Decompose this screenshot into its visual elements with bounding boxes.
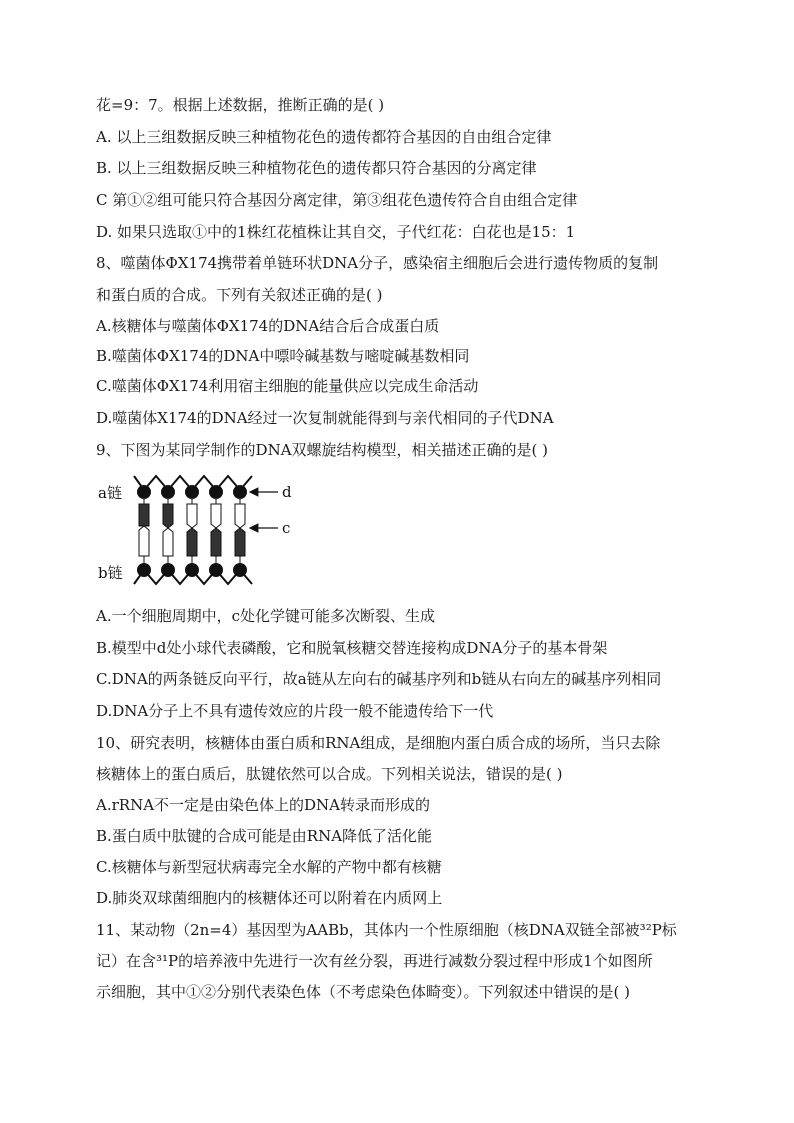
text-line: D.肺炎双球菌细胞内的核糖体还可以附着在内质网上 [96,889,443,907]
text-line: C.核糖体与新型冠状病毒完全水解的产物中都有核糖 [96,858,442,876]
text-line: 记）在含³¹P的培养液中先进行一次有丝分裂，再进行减数分裂过程中形成1个如图所 [96,952,653,970]
text-line: 花=9：7。根据上述数据，推断正确的是( ) [96,96,385,114]
dna-model-diagram [92,466,312,588]
text-line: 8、噬菌体ΦX174携带着单链环状DNA分子，感染宿主细胞后会进行遗传物质的复制 [96,254,659,272]
base-pairs [139,490,245,570]
text-line: 9、下图为某同学制作的DNA双螺旋结构模型，相关描述正确的是( ) [96,441,549,459]
text-line: 示细胞，其中①②分别代表染色体（不考虑染色体畸变）。下列叙述中错误的是( ) [96,983,630,1001]
text-line: B.噬菌体ΦX174的DNA中嘌呤碱基数与嘧啶碱基数相同 [96,347,470,365]
text-line: B.蛋白质中肽键的合成可能是由RNA降低了活化能 [96,827,433,845]
text-line: 核糖体上的蛋白质后，肽键依然可以合成。下列相关说法，错误的是( ) [96,765,563,783]
label-d: d [282,483,292,501]
text-line: 11、某动物（2n=4）基因型为AABb，其体内一个性原细胞（核DNA双链全部被³²P标 [96,921,677,939]
text-line: 和蛋白质的合成。下列有关叙述正确的是( ) [96,286,383,304]
label-c: c [282,519,291,537]
text-line: D.噬菌体X174的DNA经过一次复制就能得到与亲代相同的子代DNA [96,409,554,427]
text-line: 10、研究表明，核糖体由蛋白质和RNA组成，是细胞内蛋白质合成的场所，当只去除 [96,734,661,752]
text-line: B. 以上三组数据反映三种植物花色的遗传都只符合基因的分离定律 [96,159,537,177]
text-line: C.DNA的两条链反向平行，故a链从左向右的碱基序列和b链从右向左的碱基序列相同 [96,670,662,688]
text-line: A.核糖体与噬菌体ΦX174的DNA结合后合成蛋白质 [96,317,440,335]
text-line: A.rRNA不一定是由染色体上的DNA转录而形成的 [96,796,431,814]
text-line: C.噬菌体ΦX174利用宿主细胞的能量供应以完成生命活动 [96,377,479,395]
text-line: B.模型中d处小球代表磷酸，它和脱氧核糖交替连接构成DNA分子的基本骨架 [96,639,608,657]
strand-a-label: a链 [98,484,122,502]
strand-b-label: b链 [98,564,123,582]
text-line: D. 如果只选取①中的1株红花植株让其自交，子代红花：白花也是15：1 [96,223,576,241]
text-line: A.一个细胞周期中，c处化学键可能多次断裂、生成 [96,607,436,625]
text-line: A. 以上三组数据反映三种植物花色的遗传都符合基因的自由组合定律 [96,128,552,146]
text-line: D.DNA分子上不具有遗传效应的片段一般不能遗传给下一代 [96,702,494,720]
text-line: C 第①②组可能只符合基因分离定律，第③组花色遗传符合自由组合定律 [96,191,578,209]
